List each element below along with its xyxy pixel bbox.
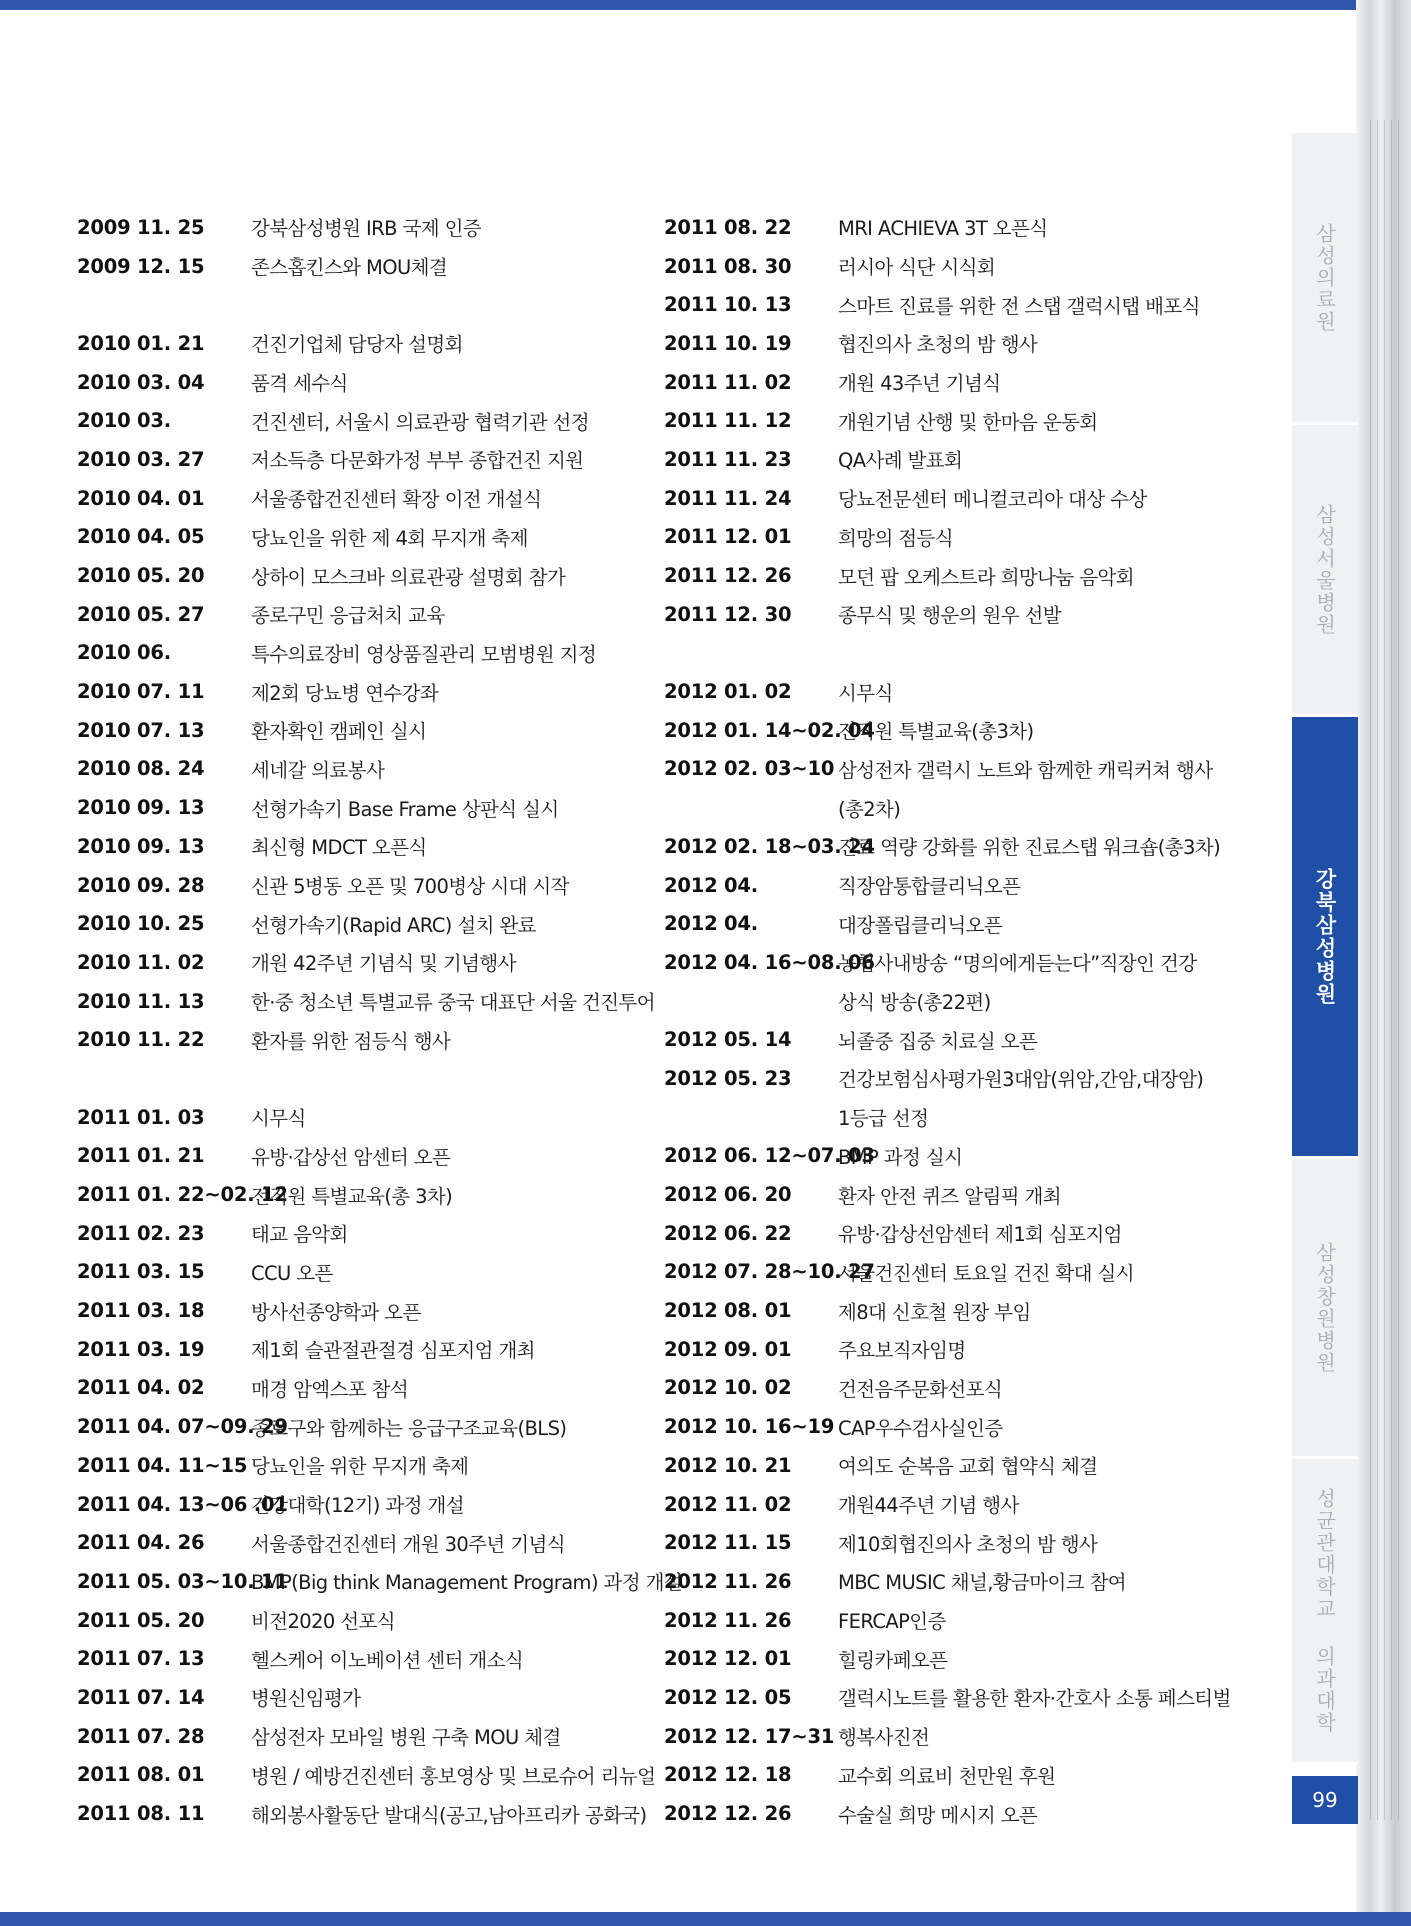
timeline-date: 2010 08. 24: [77, 757, 205, 781]
timeline-event: 매경 암엑스포 참석: [251, 1377, 409, 1401]
timeline-date: 2011 01. 03: [77, 1105, 205, 1129]
timeline-row: [77, 982, 655, 1021]
timeline-date: 2012 05. 14: [664, 1028, 792, 1052]
timeline-date: 2011 05. 20: [77, 1608, 205, 1632]
timeline-date: 2011 03. 18: [77, 1299, 205, 1323]
timeline-date: 2012 04.: [664, 912, 759, 936]
timeline-date: 2010 07. 11: [77, 680, 205, 704]
timeline-event: 제2회 당뇨병 연수강좌: [251, 681, 439, 705]
timeline-row: [664, 788, 1224, 827]
timeline-event: 건진기업체 담당자 설명회: [251, 333, 463, 357]
timeline-date: 2012 08. 01: [664, 1299, 792, 1323]
timeline-date: 2011 01. 22~02. 12: [77, 1183, 288, 1207]
timeline-date: 2012 10. 02: [664, 1376, 792, 1400]
timeline-event: 제8대 신호철 원장 부임: [838, 1300, 1031, 1324]
side-tab-1[interactable]: [1292, 133, 1358, 425]
timeline-date: 2010 09. 13: [77, 834, 205, 858]
side-tab-3[interactable]: [1292, 717, 1358, 1159]
timeline-row: [77, 866, 637, 905]
timeline-date: 2012 04.: [664, 873, 759, 897]
timeline-event: (총2차): [838, 797, 901, 821]
timeline-event: 태교 음악회: [251, 1223, 348, 1247]
timeline-event: 전직원 특별교육(총3차): [838, 720, 1034, 744]
timeline-event: 힐링카페오픈: [838, 1648, 948, 1672]
timeline-event: 해외봉사활동단 발대식(공고,남아프리카 공화국): [251, 1803, 647, 1827]
timeline-event: 모던 팝 오케스트라 희망나눔 음악회: [838, 565, 1134, 589]
timeline-row: [664, 1407, 1224, 1446]
timeline-event: 협진의사 초청의 밤 행사: [838, 333, 1038, 357]
timeline-row: [664, 1717, 1224, 1756]
timeline-row: [77, 518, 637, 557]
timeline-date: 2012 12. 05: [664, 1685, 792, 1709]
timeline-row: [664, 904, 1224, 943]
timeline-row: [77, 401, 637, 440]
timeline-row: [664, 1446, 1224, 1485]
timeline-row: [77, 324, 637, 363]
timeline-row: [664, 1098, 1224, 1137]
timeline-event: 당뇨전문센터 메니컬코리아 대상 수상: [838, 488, 1147, 512]
timeline-row: [664, 1485, 1224, 1524]
timeline-date: 2011 10. 19: [664, 331, 792, 355]
timeline-row: [664, 595, 1224, 634]
timeline-date: 2011 11. 12: [664, 409, 792, 433]
timeline-date: 2011 10. 13: [664, 293, 792, 317]
top-accent-bar: [0, 0, 1411, 10]
timeline-event: 시무식: [251, 1107, 306, 1131]
timeline-event: 농협사내방송 “명의에게듣는다”직장인 건강: [838, 952, 1197, 976]
timeline-row: [664, 1678, 1231, 1717]
timeline-event: 병원신임평가: [251, 1687, 361, 1711]
timeline-date: 2010 07. 13: [77, 718, 205, 742]
timeline-row: [664, 982, 1224, 1021]
timeline-event: BMP 과정 실시: [838, 1145, 963, 1169]
timeline-date: 2011 02. 23: [77, 1221, 205, 1245]
timeline-date: 2011 08. 11: [77, 1802, 205, 1826]
timeline-event: 시무식: [838, 681, 893, 705]
timeline-row: [77, 1253, 637, 1292]
side-tab-label: 강북삼성병원: [1313, 867, 1337, 1006]
timeline-row: [664, 1214, 1224, 1253]
timeline-row: [664, 1369, 1224, 1408]
timeline-row: [77, 1407, 637, 1446]
timeline-date: 2010 06.: [77, 641, 172, 665]
timeline-row: [664, 1601, 1224, 1640]
timeline-date: 2012 11. 26: [664, 1569, 792, 1593]
timeline-row: [664, 285, 1224, 324]
timeline-date: 2012 05. 23: [664, 1066, 792, 1090]
timeline-row: [664, 711, 1224, 750]
side-tab-label: 성균관대학교 의과대학: [1312, 1487, 1337, 1734]
timeline-event: 1등급 선정: [838, 1107, 929, 1131]
timeline-date: 2011 05. 03~10. 11: [77, 1569, 288, 1593]
timeline-date: 2009 11. 25: [77, 215, 205, 239]
timeline-date: 2012 10. 16~19: [664, 1415, 835, 1439]
timeline-row: [77, 1639, 637, 1678]
book-page-stack-lines: [1364, 120, 1404, 1820]
timeline-row: [77, 1562, 683, 1601]
timeline-date: 2011 11. 02: [664, 370, 792, 394]
timeline-event: 대장폴립클리닉오픈: [838, 913, 1003, 937]
timeline-event: 비전2020 선포식: [251, 1610, 396, 1634]
timeline-row: [664, 634, 1224, 673]
timeline-date: 2012 07. 28~10. 27: [664, 1260, 875, 1284]
side-tab-5[interactable]: [1292, 1459, 1358, 1765]
timeline-row: [77, 1059, 637, 1098]
timeline-row: [664, 401, 1224, 440]
timeline-event: 삼성전자 갤럭시 노트와 함께한 캐릭커쳐 행사: [838, 758, 1213, 782]
timeline-event: 갤럭시노트를 활용한 환자·간호사 소통 페스티벌: [838, 1687, 1231, 1711]
timeline-date: 2011 04. 11~15: [77, 1453, 248, 1477]
timeline-row: [664, 827, 1224, 866]
timeline-date: 2012 02. 03~10: [664, 757, 835, 781]
timeline-event: 건전음주문화선포식: [838, 1377, 1003, 1401]
timeline-row: [77, 750, 637, 789]
timeline-event: 희망의 점등식: [838, 526, 954, 550]
timeline-date: 2011 12. 01: [664, 525, 792, 549]
timeline-date: 2012 01. 14~02. 04: [664, 718, 875, 742]
timeline-event: 행복사진전: [838, 1726, 930, 1750]
timeline-event: 저소득층 다문화가정 부부 종합건진 지원: [251, 449, 584, 473]
timeline-event: 환자확인 캠페인 실시: [251, 720, 427, 744]
timeline-event: 최신형 MDCT 오픈식: [251, 836, 427, 860]
timeline-date: 2011 03. 15: [77, 1260, 205, 1284]
timeline-event: QA사례 발표회: [838, 449, 963, 473]
timeline-row: [664, 1639, 1224, 1678]
timeline-row: [664, 440, 1224, 479]
timeline-row: [664, 556, 1224, 595]
timeline-row: [664, 1562, 1224, 1601]
timeline-date: 2011 11. 23: [664, 447, 792, 471]
timeline-row: [77, 1794, 647, 1833]
timeline-date: 2011 04. 02: [77, 1376, 205, 1400]
timeline-row: [77, 1485, 637, 1524]
timeline-event: 유방·갑상선암센터 제1회 심포지엄: [838, 1223, 1122, 1247]
timeline-date: 2012 12. 17~31: [664, 1724, 835, 1748]
timeline-event: 방사선종양학과 오픈: [251, 1300, 421, 1324]
timeline-row: [77, 1446, 637, 1485]
timeline-row: [664, 1523, 1224, 1562]
timeline-row: [77, 440, 637, 479]
timeline-date: 2011 04. 13~06 .01: [77, 1492, 288, 1516]
timeline-date: 2011 08. 30: [664, 254, 792, 278]
timeline-row: [77, 595, 637, 634]
timeline-date: 2012 06. 12~07. 03: [664, 1144, 875, 1168]
timeline-row: [77, 1137, 637, 1176]
timeline-date: 2010 01. 21: [77, 331, 205, 355]
timeline-event: 여의도 순복음 교회 협약식 체결: [838, 1455, 1098, 1479]
timeline-date: 2011 03. 19: [77, 1337, 205, 1361]
timeline-event: 헬스케어 이노베이션 센터 개소식: [251, 1648, 524, 1672]
side-tab-label: 삼성창원병원: [1312, 1241, 1337, 1374]
timeline-row: [664, 1137, 1224, 1176]
timeline-row: [77, 1098, 637, 1137]
timeline-event: 신관 5병동 오픈 및 700병상 시대 시작: [251, 875, 569, 899]
timeline-date: 2012 11. 15: [664, 1531, 792, 1555]
timeline-row: [664, 866, 1224, 905]
timeline-date: 2010 09. 13: [77, 796, 205, 820]
timeline-event: FERCAP인증: [838, 1610, 946, 1634]
timeline-event: 수술실 희망 메시지 오픈: [838, 1803, 1038, 1827]
timeline-row: [664, 943, 1224, 982]
timeline-row: [664, 1794, 1224, 1833]
chapter-side-tabs: [1292, 133, 1358, 1765]
side-tab-4[interactable]: [1292, 1159, 1358, 1459]
timeline-event: 상하이 모스크바 의료관광 설명회 참가: [251, 565, 566, 589]
timeline-event: 스마트 진료를 위한 전 스탭 갤럭시탭 배포식: [838, 294, 1200, 318]
timeline-event: 교수회 의료비 천만원 후원: [838, 1764, 1056, 1788]
timeline-row: [77, 285, 637, 324]
timeline-row: [664, 324, 1224, 363]
timeline-row: [664, 750, 1224, 789]
timeline-row: [664, 1175, 1224, 1214]
timeline-row: [664, 479, 1224, 518]
timeline-event: MBC MUSIC 채널,황금마이크 참여: [838, 1571, 1127, 1595]
timeline-row: [77, 1717, 637, 1756]
timeline-row: [77, 1601, 637, 1640]
timeline-date: 2010 05. 20: [77, 564, 205, 588]
timeline-event: 특수의료장비 영상품질관리 모범병원 지정: [251, 642, 597, 666]
timeline-row: [664, 1330, 1224, 1369]
timeline-event: 뇌졸중 집중 치료실 오픈: [838, 1029, 1038, 1053]
timeline-row: [77, 1214, 637, 1253]
timeline-event: 선형가속기 Base Frame 상판식 실시: [251, 797, 559, 821]
timeline-row: [664, 1059, 1224, 1098]
timeline-event: 개원 43주년 기념식: [838, 372, 1001, 396]
timeline-row: [77, 788, 637, 827]
timeline-date: 2011 01. 21: [77, 1144, 205, 1168]
timeline-event: 제10회협진의사 초청의 밤 행사: [838, 1532, 1098, 1556]
timeline-row: [77, 711, 637, 750]
timeline-date: 2012 06. 22: [664, 1221, 792, 1245]
timeline-event: BMP(Big think Management Program) 과정 개설: [251, 1571, 683, 1595]
timeline-event: 러시아 식단 시식회: [838, 256, 996, 280]
timeline-date: 2012 09. 01: [664, 1337, 792, 1361]
timeline-row: [77, 672, 637, 711]
timeline-event: 개원44주년 기념 행사: [838, 1494, 1019, 1518]
timeline-row: [77, 1369, 637, 1408]
timeline-event: 당뇨인을 위한 제 4회 무지개 축제: [251, 526, 528, 550]
timeline-row: [77, 208, 637, 247]
timeline-row: [77, 1291, 637, 1330]
timeline-event: 한·중 청소년 특별교류 중국 대표단 서울 건진투어: [251, 991, 655, 1015]
timeline-date: 2010 03. 04: [77, 370, 205, 394]
side-tab-2[interactable]: [1292, 425, 1358, 717]
timeline-date: 2011 07. 13: [77, 1647, 205, 1671]
timeline-date: 2011 07. 28: [77, 1724, 205, 1748]
timeline-event: 강북삼성병원 IRB 국제 인증: [251, 217, 482, 241]
timeline-event: 종로구민 응급처치 교육: [251, 604, 445, 628]
timeline-date: 2011 12. 30: [664, 602, 792, 626]
timeline-event: 건강대학(12기) 과정 개설: [251, 1494, 464, 1518]
timeline-date: 2012 12. 26: [664, 1802, 792, 1826]
timeline-date: 2010 10. 25: [77, 912, 205, 936]
timeline-row: [77, 1020, 637, 1059]
timeline-row: [664, 363, 1224, 402]
timeline-date: 2012 01. 02: [664, 680, 792, 704]
timeline-date: 2010 11. 22: [77, 1028, 205, 1052]
timeline-date: 2011 08. 01: [77, 1763, 205, 1787]
timeline-row: [664, 1253, 1224, 1292]
timeline-row: [664, 1756, 1224, 1795]
timeline-event: 종무식 및 행운의 원우 선발: [838, 604, 1062, 628]
timeline-date: 2012 11. 02: [664, 1492, 792, 1516]
timeline-event: 서울종합건진센터 개원 30주년 기념식: [251, 1532, 565, 1556]
timeline-date: 2011 07. 14: [77, 1685, 205, 1709]
timeline-date: 2010 03.: [77, 409, 172, 433]
timeline-right-column: [664, 208, 1231, 1833]
timeline-row: [77, 479, 637, 518]
timeline-row: [77, 1330, 637, 1369]
side-tab-label: 삼성의료원: [1312, 222, 1337, 333]
timeline-event: MRI ACHIEVA 3T 오픈식: [838, 217, 1048, 241]
timeline-date: 2012 12. 18: [664, 1763, 792, 1787]
timeline-row: [77, 247, 637, 286]
page-number: 99: [1292, 1776, 1358, 1824]
timeline-row: [664, 672, 1224, 711]
timeline-event: 서울종합건진센터 확장 이전 개설식: [251, 488, 542, 512]
timeline-row: [77, 1678, 637, 1717]
timeline-event: 종로구와 함께하는 응급구조교육(BLS): [251, 1416, 567, 1440]
timeline-event: 유방·갑상선 암센터 오픈: [251, 1145, 451, 1169]
timeline-left-column: [77, 208, 683, 1833]
timeline-row: [77, 943, 637, 982]
timeline-row: [664, 1291, 1224, 1330]
timeline-event: 선형가속기(Rapid ARC) 설치 완료: [251, 913, 536, 937]
timeline-event: CCU 오픈: [251, 1261, 333, 1285]
timeline-date: 2012 02. 18~03. 24: [664, 834, 875, 858]
timeline-event: 세네갈 의료봉사: [251, 758, 385, 782]
timeline-row: [664, 1020, 1224, 1059]
timeline-date: 2012 10. 21: [664, 1453, 792, 1477]
timeline-event: 개원 42주년 기념식 및 기념행사: [251, 952, 516, 976]
timeline-event: 제1회 슬관절관절경 심포지엄 개최: [251, 1339, 535, 1363]
timeline-date: 2012 11. 26: [664, 1608, 792, 1632]
timeline-event: 당뇨인을 위한 무지개 축제: [251, 1455, 469, 1479]
timeline-row: [77, 634, 637, 673]
timeline-event: 삼성전자 모바일 병원 구축 MOU 체결: [251, 1726, 561, 1750]
timeline-event: 개원기념 산행 및 한마음 운동회: [838, 410, 1098, 434]
timeline-row: [664, 518, 1224, 557]
timeline-date: 2011 08. 22: [664, 215, 792, 239]
timeline-date: 2012 04. 16~08. 06: [664, 950, 875, 974]
timeline-event: 상식 방송(총22편): [838, 991, 991, 1015]
timeline-row: [77, 1175, 637, 1214]
timeline-event: 서울건진센터 토요일 건진 확대 실시: [838, 1261, 1134, 1285]
timeline-date: 2010 11. 02: [77, 950, 205, 974]
timeline-date: 2011 12. 26: [664, 564, 792, 588]
timeline-row: [77, 363, 637, 402]
timeline-date: 2010 03. 27: [77, 447, 205, 471]
timeline-event: 품격 세수식: [251, 372, 348, 396]
timeline-event: 건진센터, 서울시 의료관광 협력기관 선정: [251, 410, 590, 434]
bottom-accent-bar: [0, 1912, 1411, 1926]
timeline-row: [77, 904, 637, 943]
timeline-event: 건강보험심사평가원3대암(위암,간암,대장암): [838, 1068, 1204, 1092]
timeline-date: 2010 05. 27: [77, 602, 205, 626]
timeline-date: 2010 09. 28: [77, 873, 205, 897]
timeline-event: 환자 안전 퀴즈 알림픽 개최: [838, 1184, 1062, 1208]
timeline-date: 2010 11. 13: [77, 989, 205, 1013]
timeline-row: [664, 247, 1224, 286]
timeline-event: CAP우수검사실인증: [838, 1416, 1003, 1440]
side-tab-label: 삼성서울병원: [1312, 503, 1337, 636]
timeline-row: [77, 1523, 637, 1562]
timeline-event: 주요보직자임명: [838, 1339, 966, 1363]
timeline-date: 2009 12. 15: [77, 254, 205, 278]
timeline-event: 병원 / 예방건진센터 홍보영상 및 브로슈어 리뉴얼: [251, 1764, 656, 1788]
timeline-row: [77, 827, 637, 866]
timeline-event: 진료 역량 강화를 위한 진료스탭 워크숍(총3차): [838, 836, 1221, 860]
timeline-date: 2011 11. 24: [664, 486, 792, 510]
timeline-date: 2010 04. 05: [77, 525, 205, 549]
timeline-event: 환자를 위한 점등식 행사: [251, 1029, 451, 1053]
timeline-event: 존스홉킨스와 MOU체결: [251, 256, 448, 280]
timeline-date: 2012 12. 01: [664, 1647, 792, 1671]
timeline-event: 전직원 특별교육(총 3차): [251, 1184, 453, 1208]
timeline-date: 2011 04. 07~09. 29: [77, 1415, 288, 1439]
timeline-row: [77, 556, 637, 595]
timeline-date: 2010 04. 01: [77, 486, 205, 510]
timeline-date: 2012 06. 20: [664, 1183, 792, 1207]
timeline-row: [77, 1756, 656, 1795]
timeline-event: 직장암통합클리닉오픈: [838, 875, 1021, 899]
timeline-date: 2011 04. 26: [77, 1531, 205, 1555]
timeline-row: [664, 208, 1224, 247]
